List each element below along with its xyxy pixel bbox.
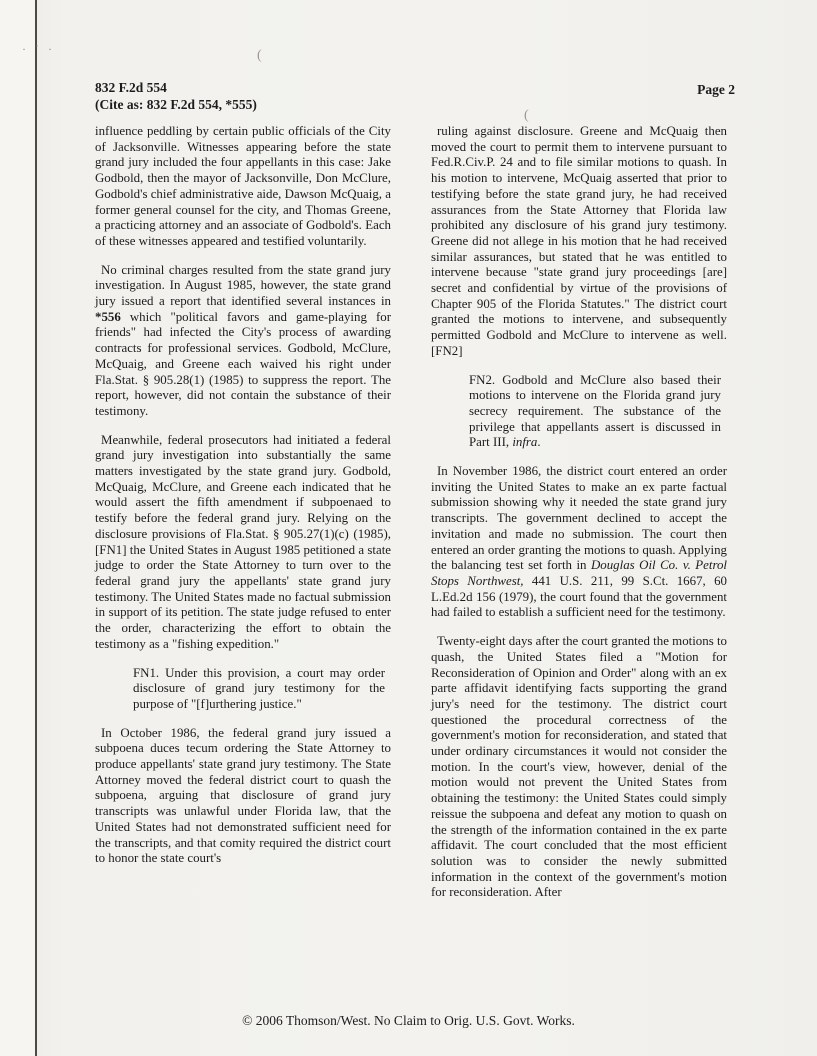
paragraph: ruling against disclosure. Greene and McQuaig then moved the court to permit them to intervene pursuant to Fed.R.Civ.P. 24 and to file similar motions to quash. In his motion to intervene, McQuaig asserted that prior to testifying before the state grand jury, he had received assurances from the State Attorney that Florida law prohibited any disclosure of his grand jury testimony. Greene did not allege in his motion that he had received similar assurances, but stated that he was entitled to intervene because "state grand jury proceedings [are] secret and confidential by virtue of the provisions of Chapter 905 of the Florida Statutes." The district court granted the motions to intervene, and subsequently permitted Godbold and McClure to intervene as well. [FN2] [431,124,727,358]
citation-line: 832 F.2d 554 [95,80,167,95]
scan-margin [0,0,35,1056]
scan-artifact: ( [257,48,262,63]
right-column [431,124,727,914]
footer-copyright: © 2006 Thomson/West. No Claim to Orig. U.S. Govt. Works. [242,1013,575,1028]
text-columns [95,124,727,914]
scan-artifact: ( [524,108,529,123]
paragraph: influence peddling by certain public officials of the City of Jacksonville. Witnesses appearing before the state grand jury included the four appellants in this case: Jake Godbold, then the mayor of Jacksonville, Don McClure, Godbold's chief administrative aide, Dawson McQuaig, a former general counsel for the city, and Thomas Greene, a practicing attorney and an associate of Godbold's. Each of these witnesses appeared and testified voluntarily. [95,124,391,248]
paragraph: Meanwhile, federal prosecutors had initiated a federal grand jury investigation into substantially the same matters investigated by the state grand jury. Godbold, McQuaig, McClure, and Greene each indicated that he would assert the fifth amendment if subpoenaed to testify before the federal grand jury. Relying on the disclosure provisions of Fla.Stat. § 905.27(1)(c) (1985), [FN1] the United States in August 1985 petitioned a state judge to order the State Attorney to turn over to the federal grand jury the appellants' state grand jury testimony. The United States made no factual submission in support of its petition. The state judge refused to enter the order, characterizing the effort to obtain the testimony as a "fishing expedition." [95,432,391,651]
page-number: Page 2 [697,82,735,97]
paragraph: Twenty-eight days after the court granted the motions to quash, the United States filed a "Motion for Reconsideration of Opinion and Order" along with an ex parte affidavit identifying facts supporting the grand jury's need for the testimony. The district court questioned the procedural correctness of the government's motion for reconsideration, and stated that under ordinary circumstances it would not consider the motion. In the court's view, however, denial of the motion would not prevent the United States from obtaining the testimony: the United States could simply reissue the subpoena and defeat any motion to quash on the strength of the information contained in the ex parte affidavit. The court concluded that the most efficient solution was to consider the newly submitted information in the context of the government's motion for reconsideration. After [431,634,727,900]
left-column [95,124,391,914]
citation-header [95,80,257,113]
scan-edge-line [35,0,37,1056]
cite-as-line: (Cite as: 832 F.2d 554, *555) [95,96,257,112]
paragraph: In November 1986, the district court entered an order inviting the United States to make an ex parte factual submission showing why it needed the state grand jury transcripts. The government declined to accept the invitation and made no submission. The court then entered an order granting the motions to quash. Applying the balancing test set forth in Douglas Oil Co. v. Petrol Stops Northwest, 441 U.S. 211, 99 S.Ct. 1667, 60 L.Ed.2d 156 (1979), the court found that the government had failed to establish a sufficient need for the testimony. [431,464,728,620]
paragraph: No criminal charges resulted from the state grand jury investigation. In August 1985, however, the state grand jury issued a report that identified several instances in *556 which "political favors and game-playing for friends" had infected the City's process of awarding contracts for professional services. Godbold, McClure, McQuaig, and Greene each waived his right under Fla.Stat. § 905.28(1) (1985) to suppress the report. The report, however, did not contain the substance of their testimony. [95,262,391,418]
paragraph: In October 1986, the federal grand jury issued a subpoena duces tecum ordering the State Attorney to produce appellants' state grand jury testimony. The State Attorney moved the federal district court to quash the subpoena, arguing that disclosure of grand jury transcripts was unlawful under Florida law, that the United States had not demonstrated sufficient need for the transcripts, and that comity required the district court to honor the state court's [95,725,391,866]
scan-artifact: · ˙ · [22,42,55,56]
footnote: FN2. Godbold and McClure also based their motions to intervene on the Florida grand jury secrecy requirement. The substance of the privilege that appellants assert is discussed in Part III, infra. [469,372,721,450]
footnote: FN1. Under this provision, a court may order disclosure of grand jury testimony for the purpose of "[f]urthering justice." [133,665,385,711]
